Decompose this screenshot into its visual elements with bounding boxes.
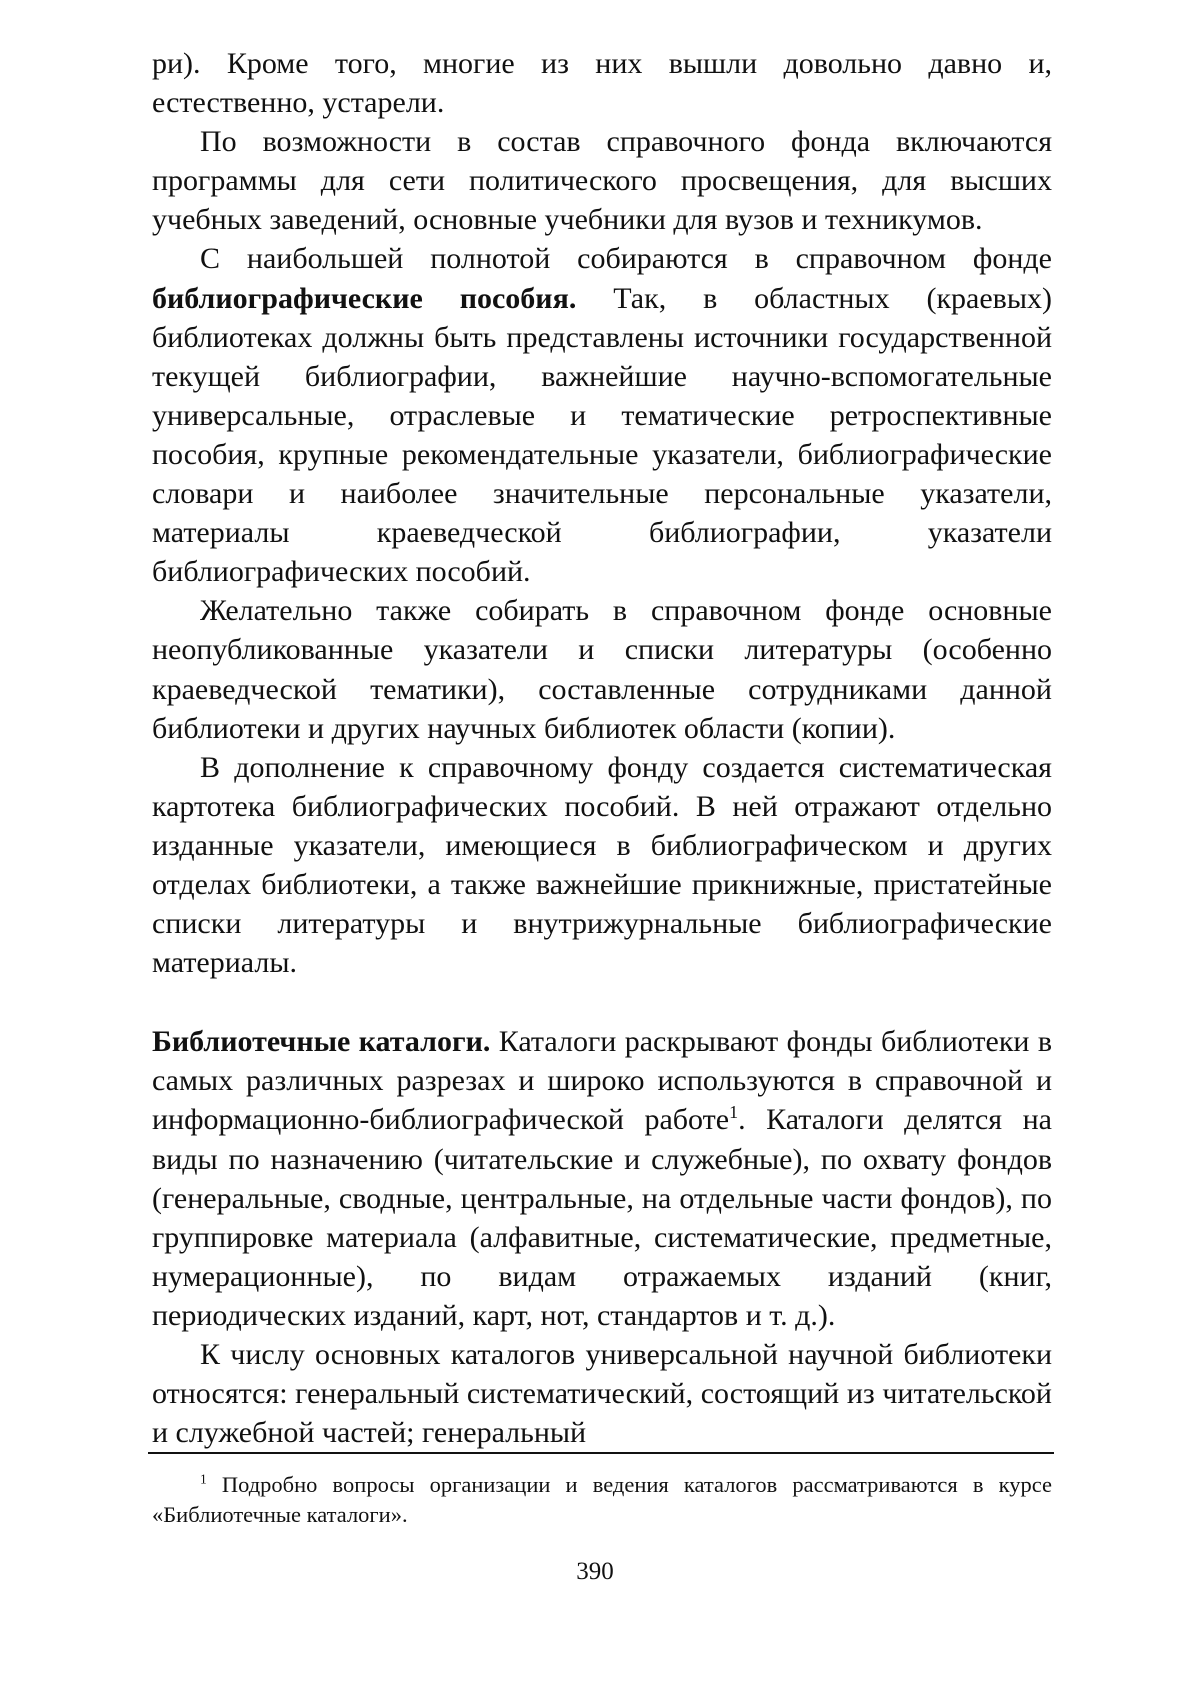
paragraph-5 bbox=[152, 748, 1052, 983]
paragraph-4 bbox=[152, 591, 1052, 747]
paragraph-4-text: Желательно также собирать в справочном фонде основные неопубликованные указатели и списки литературы (особенно краеведческой тематики), составленные сотрудниками данной библиотеки и других научных библиотек области (копии). bbox=[152, 594, 1052, 745]
page-number: 390 bbox=[576, 1558, 614, 1585]
section-gap bbox=[152, 982, 1052, 1022]
paragraph-7-text: К числу основных каталогов универсальной научной библиотеки относятся: генеральный систематический, состоящий из читательской и служебной частей; генеральный bbox=[152, 1338, 1052, 1450]
paragraph-1 bbox=[152, 44, 1052, 122]
paragraph-1-text: ри). Кроме того, многие из них вышли довольно давно и, естественно, устарели. bbox=[152, 47, 1052, 120]
paragraph-6 bbox=[152, 1022, 1052, 1335]
section-heading-library-catalogs: Библиотечные каталоги. bbox=[152, 1025, 491, 1059]
paragraph-7 bbox=[152, 1335, 1052, 1452]
footnote bbox=[152, 1470, 1052, 1530]
footnote-reference[interactable]: 1 bbox=[729, 1102, 739, 1123]
paragraph-3-bold-term: библиографические пособия. bbox=[152, 281, 577, 315]
page-body bbox=[152, 44, 1052, 1452]
paragraph-2 bbox=[152, 122, 1052, 239]
paragraph-5-text: В дополнение к справочному фонду создается систематическая картотека библиографических пособий. В ней отражают отдельно изданные указатели, имеющиеся в библиографическом и других отделах библиотеки, а также важнейшие прикнижные, пристатейные списки литературы и внутрижурнальные библиографические материалы. bbox=[152, 750, 1052, 980]
paragraph-6-text: . Каталоги делятся на виды по назначению (читательские и служебные), по охвату фондов (генеральные, сводные, центральные, на отдельные части фондов), по группировке материала (алфавитные, систематические, предметные, нумерационные), по видам отражаемых изданий (книг, периодических изданий, карт, нот, стандартов и т. д.). bbox=[152, 1103, 1052, 1332]
paragraph-3-text: Так, в областных (краевых) библиотеках должны быть представлены источники государственной текущей библиографии, важнейшие научно-вспомогательные универсальные, отраслевые и тематические ретроспективные пособия, крупные рекомендательные указатели, библиографические словари и наиболее значительные персональные указатели, материалы краеведческой библиографии, указатели библиографических пособий. bbox=[152, 281, 1052, 589]
footnote-marker: 1 bbox=[200, 1471, 207, 1487]
footnote-text: Подробно вопросы организации и ведения каталогов рассматриваются в курсе «Библиотечные каталоги». bbox=[152, 1472, 1052, 1527]
paragraph-3-lead: С наибольшей полнотой собираются в справочном фонде bbox=[200, 242, 1052, 276]
paragraph-3 bbox=[152, 239, 1052, 591]
paragraph-6-lead: Каталоги раскрывают фонды библиотеки в самых различных разрезах и широко используются в справочной и информационно-библиографической работе bbox=[152, 1025, 1053, 1137]
paragraph-2-text: По возможности в состав справочного фонда включаются программы для сети политического просвещения, для высших учебных заведений, основные учебники для вузов и техникумов. bbox=[152, 125, 1052, 237]
footnote-divider bbox=[148, 1452, 1054, 1454]
